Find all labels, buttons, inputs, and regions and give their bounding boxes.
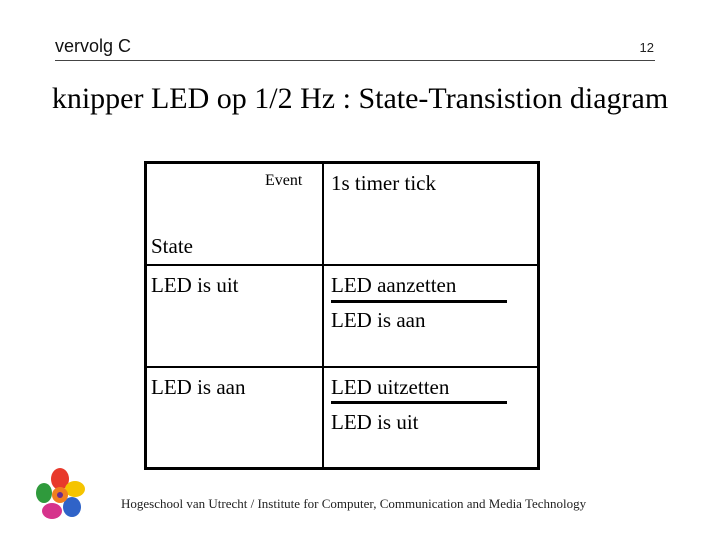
page-number: 12 [639,40,654,55]
row-2-next-state: LED is uit [331,410,419,434]
slide-title: knipper LED op 1/2 Hz : State-Transistion diagram [51,82,669,115]
row-1-state: LED is uit [151,273,239,297]
row-2-state: LED is aan [151,375,246,399]
event-header-label: Event [265,172,303,189]
footer-institution: Hogeschool van Utrecht / Institute for Computer, Communication and Media Technology [121,496,587,511]
state-header-label: State [151,234,193,258]
column-divider [322,164,324,467]
row-2-action: LED uitzetten [331,375,450,399]
row-1-next-state: LED is aan [331,308,426,332]
row-1-action: LED aanzetten [331,273,457,297]
event-header-value: 1s timer tick [331,171,436,195]
row-divider-1 [147,264,537,266]
header-divider [55,60,655,61]
state-transition-table [144,161,540,470]
header-section: vervolg C [55,36,132,56]
row-1-action-rule [331,300,507,303]
row-divider-2 [147,366,537,368]
multicolor-flower-logo-icon [30,465,90,525]
row-2-action-rule [331,401,507,404]
